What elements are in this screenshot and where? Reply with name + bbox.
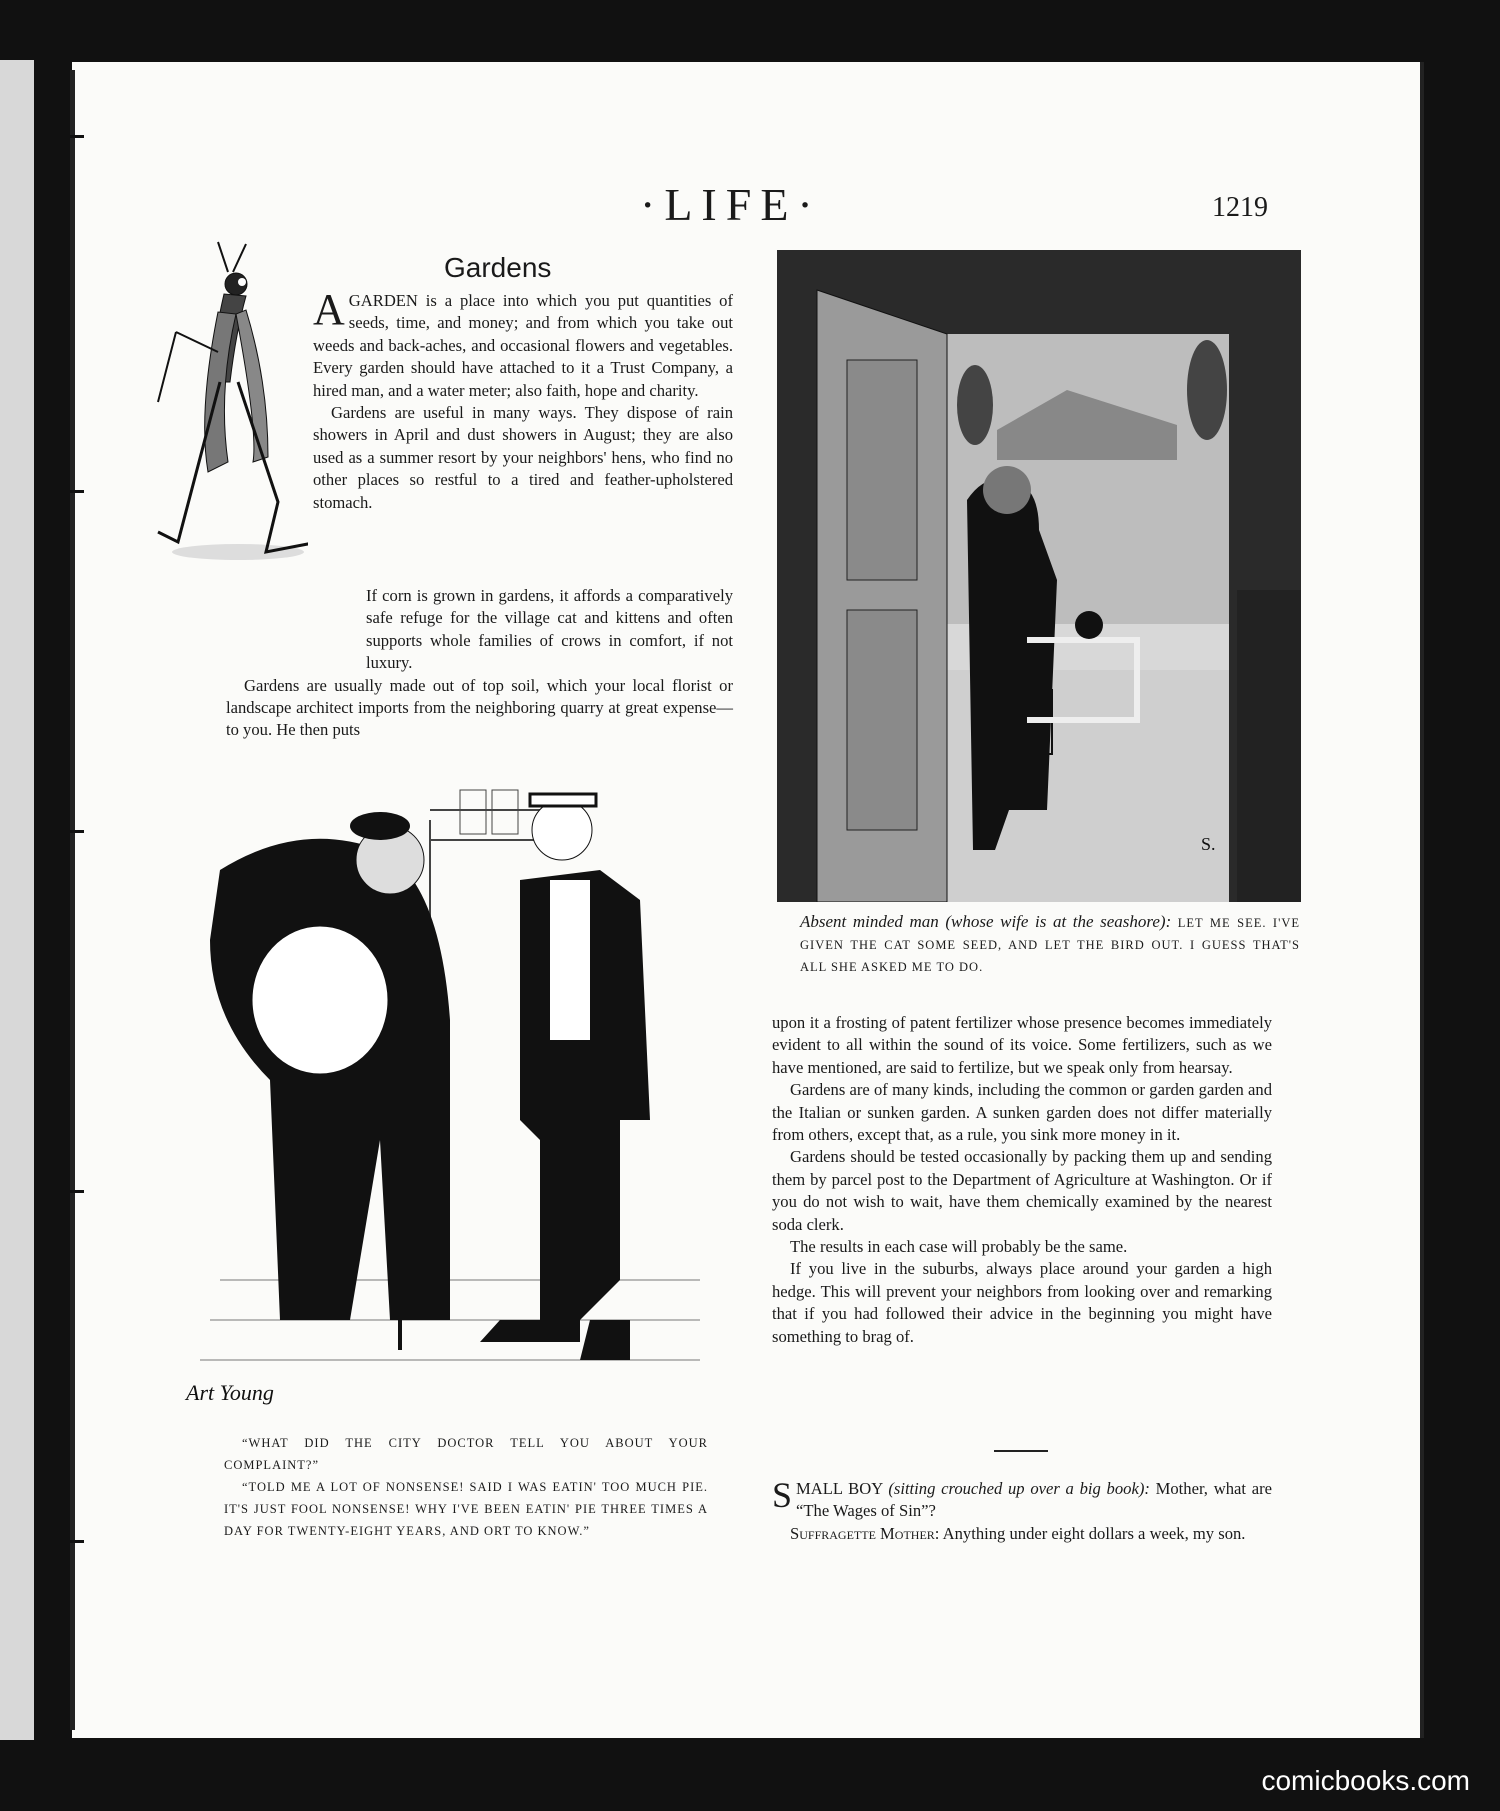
grasshopper-illustration — [118, 232, 308, 642]
masthead: ·LIFE· — [640, 179, 822, 230]
adjacent-page-edge — [0, 60, 34, 1740]
section-divider — [994, 1450, 1048, 1452]
article-paragraph-9: If you live in the suburbs, always place around your garden a high hedge. This will prevent your neighbors from looking over and remarking that if you had followed their advice in the beginning you might have something to brag of. — [772, 1259, 1272, 1346]
article-paragraph-3: If corn is grown in gardens, it affords a comparatively safe refuge for the village cat and kittens and often supports whole families of crows in comfort, if not luxury. — [366, 586, 733, 673]
binding-stitch — [62, 1190, 84, 1193]
caption-question: “WHAT DID THE CITY DOCTOR TELL YOU ABOUT YOUR COMPLAINT?” — [224, 1436, 708, 1472]
dropcap: A — [313, 285, 345, 334]
caption-speaker: Absent minded man (whose wife is at the seashore): — [800, 912, 1172, 931]
article-paragraph-6: Gardens are of many kinds, including the common or garden garden and the Italian or sunken garden. A sunken garden does not differ materially from others, except that, as a rule, you sink more money in it. — [772, 1080, 1272, 1145]
article-paragraph-4: Gardens are usually made out of top soil, which your local florist or landscape architect imports from the neighboring quarry at great expense—to you. He then puts — [226, 675, 733, 740]
doctor-pie-cartoon — [180, 760, 720, 1420]
binding-stitch — [62, 135, 84, 138]
joke-stage-direction: (sitting crouched up over a big book): — [888, 1479, 1150, 1498]
shadow — [172, 544, 304, 560]
article-paragraph-5: upon it a frosting of patent fertilizer whose presence becomes immediately evident to all within the sound of its voice. Some fertilizers, such as we have mentioned, are said to fertilize, but we speak only from hearsay. — [772, 1013, 1272, 1077]
article-paragraph-1: GARDEN is a place into which you put quantities of seeds, time, and money; and from which you take out weeds and back-aches, and occasional flowers and vegetables. Every garden should have attached to it a Trust Company, a hired man, and a water meter; also faith, hope and charity. — [313, 291, 733, 400]
watermark: comicbooks.com — [1261, 1765, 1470, 1796]
left-cartoon-caption — [224, 1432, 708, 1542]
binding-stitch — [62, 830, 84, 833]
joke-line-1: Mother, what are “The Wages of Sin”? — [796, 1479, 1272, 1521]
article-paragraph-8: The results in each case will probably be the same. — [790, 1237, 1128, 1257]
joke-block — [772, 1475, 1272, 1545]
joke-speaker-2: Suffragette Mother: — [790, 1523, 940, 1543]
caption-text: LET ME SEE. I'VE GIVEN THE CAT SOME SEED, AND LET THE BIRD OUT. I GUESS THAT'S ALL SHE ASKED ME TO DO. — [800, 916, 1301, 974]
article-paragraph-7: Gardens should be tested occasionally by packing them up and sending them by parcel post to the Department of Agriculture at Washington. Or if you do not wish to wait, have them chemically examined by the nearest soda clerk. — [772, 1147, 1272, 1234]
binding-line — [70, 70, 75, 1730]
artist-signature: Art Young — [186, 1380, 274, 1405]
joke-dropcap: S — [772, 1475, 793, 1515]
binding-stitch — [62, 1540, 84, 1543]
article-paragraph-2: Gardens are useful in many ways. They dispose of rain showers in April and dust showers in August; they are also used as a summer resort by your neighbors' hens, who find no other places so restful to a tired and feather-upholstered stomach. — [313, 403, 733, 512]
joke-speaker-1: MALL BOY — [796, 1479, 883, 1498]
article-column-top — [313, 285, 733, 514]
caption-answer: “TOLD ME A LOT OF NONSENSE! SAID I WAS EATIN' TOO MUCH PIE. IT'S JUST FOOL NONSENSE! WHY I'VE BEEN EATIN' PIE THREE TIMES A DAY FOR TWENTY-EIGHT YEARS, AND ORT TO KNOW.” — [224, 1480, 708, 1538]
page-number: 1219 — [1212, 192, 1268, 223]
article-column-mid — [226, 585, 733, 742]
right-cartoon-caption — [800, 912, 1300, 978]
joke-line-2: Anything under eight dollars a week, my son. — [942, 1523, 1246, 1543]
article-column-right — [772, 1012, 1272, 1348]
absent-minded-man-cartoon — [777, 250, 1301, 902]
artist-signature: S. — [1201, 834, 1216, 854]
article-title: Gardens — [444, 252, 552, 283]
binding-stitch — [62, 490, 84, 493]
